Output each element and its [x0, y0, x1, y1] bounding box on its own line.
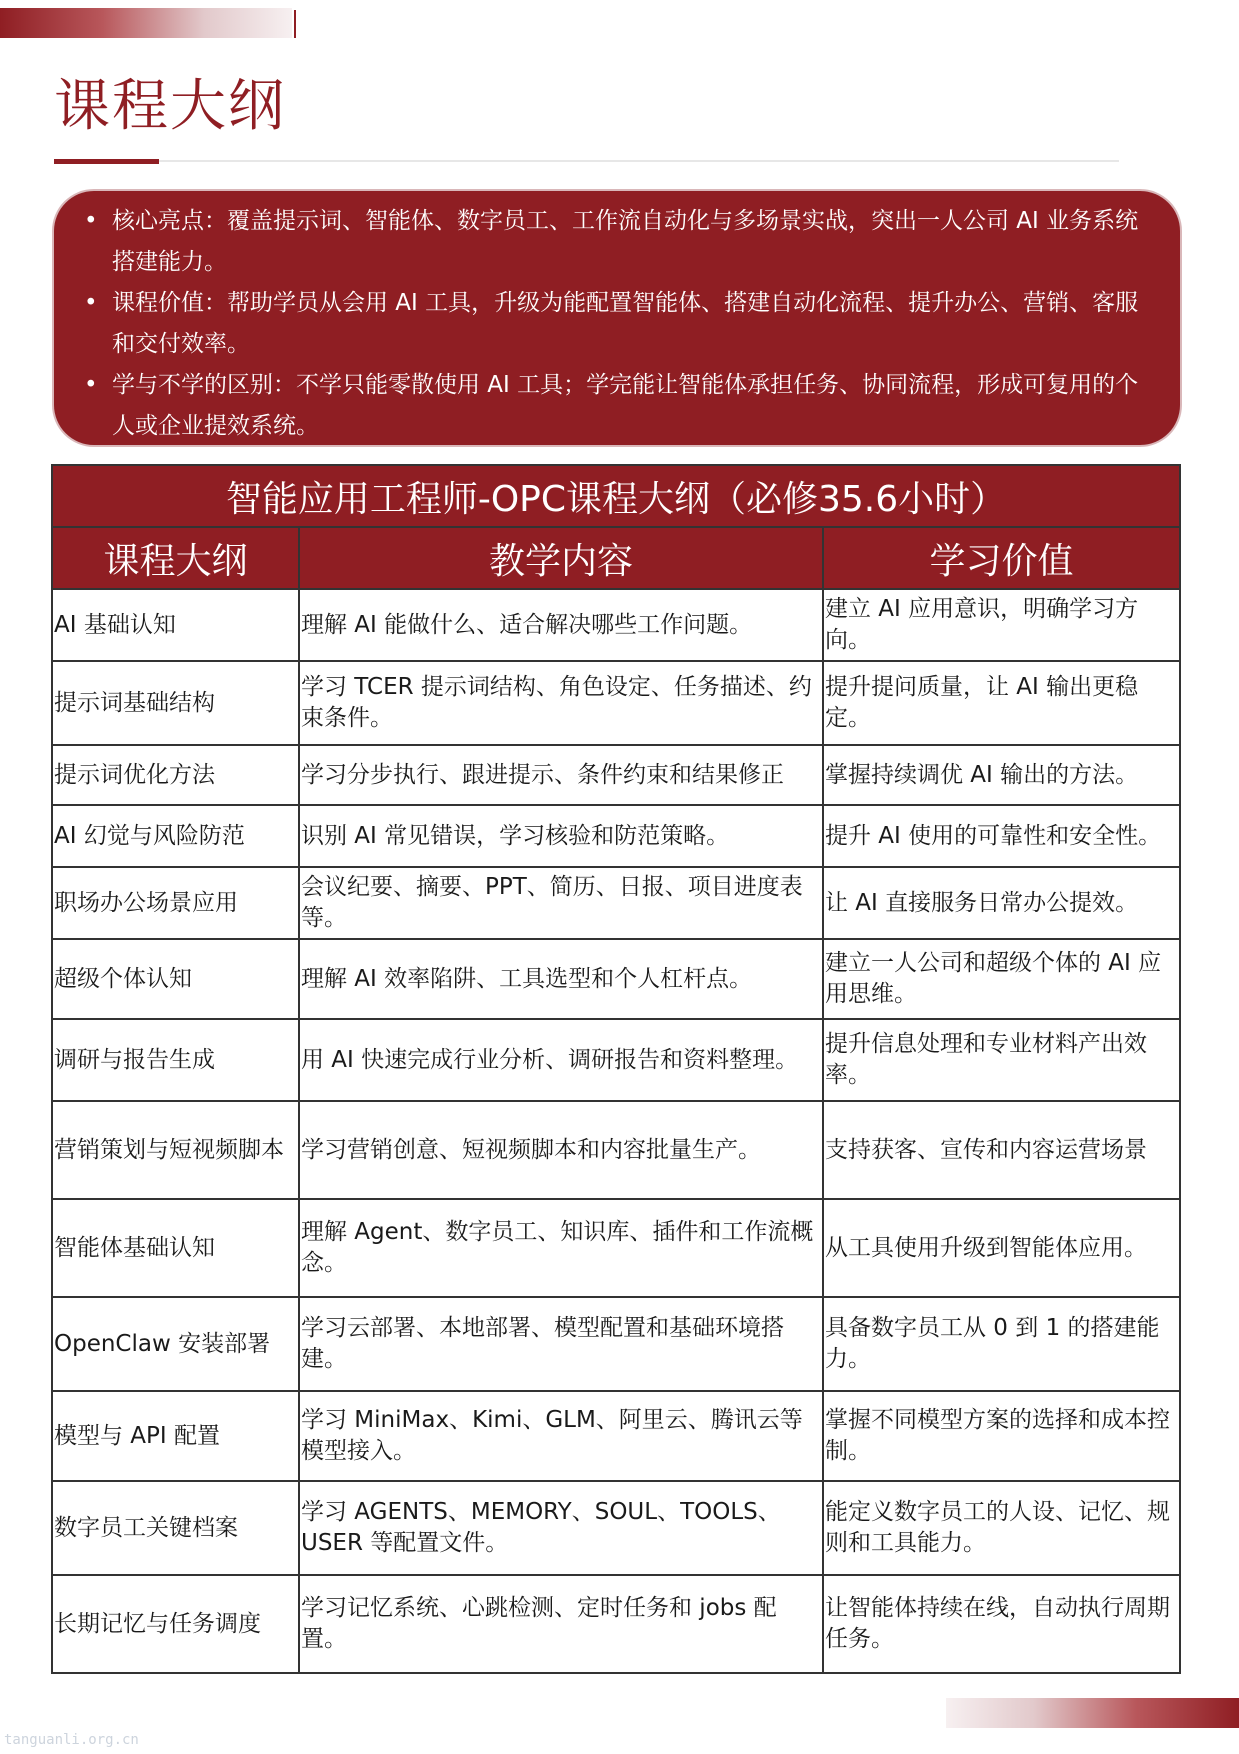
cell-outline: 模型与 API 配置: [52, 1391, 299, 1481]
cell-value: 提升信息处理和专业材料产出效率。: [823, 1019, 1180, 1101]
highlight-value: • 课程价值：帮助学员从会用 AI 工具，升级为能配置智能体、搭建自动化流程、提升办公、营销、客服和交付效率。: [78, 283, 1146, 365]
cell-value: 让 AI 直接服务日常办公提效。: [823, 867, 1180, 939]
cell-outline: 提示词优化方法: [52, 745, 299, 805]
page-title: 课程大纲: [54, 74, 286, 139]
cell-content: 理解 AI 能做什么、适合解决哪些工作问题。: [299, 589, 823, 661]
cell-content: 学习记忆系统、心跳检测、定时任务和 jobs 配置。: [299, 1575, 823, 1673]
bottom-decor-band: [946, 1698, 1239, 1728]
highlight-difference: • 学与不学的区别：不学只能零散使用 AI 工具；学完能让智能体承担任务、协同流程，形成可复用的个人或企业提效系统。: [78, 365, 1146, 447]
title-divider: [54, 160, 1119, 162]
cell-outline: AI 基础认知: [52, 589, 299, 661]
cell-outline: 职场办公场景应用: [52, 867, 299, 939]
cell-content: 学习云部署、本地部署、模型配置和基础环境搭建。: [299, 1297, 823, 1391]
course-outline-table: [51, 464, 1181, 1674]
cell-value: 提升提问质量，让 AI 输出更稳定。: [823, 661, 1180, 745]
cell-content: 会议纪要、摘要、PPT、简历、日报、项目进度表等。: [299, 867, 823, 939]
cell-outline: AI 幻觉与风险防范: [52, 805, 299, 867]
table-row: [52, 745, 1180, 805]
cell-outline: 长期记忆与任务调度: [52, 1575, 299, 1673]
cell-value: 支持获客、宣传和内容运营场景: [823, 1101, 1180, 1199]
header-value: 学习价值: [823, 527, 1180, 589]
cell-value: 掌握不同模型方案的选择和成本控制。: [823, 1391, 1180, 1481]
table-row: [52, 1019, 1180, 1101]
table-row: [52, 1199, 1180, 1297]
cell-content: 学习分步执行、跟进提示、条件约束和结果修正: [299, 745, 823, 805]
table-row: [52, 805, 1180, 867]
cell-value: 建立一人公司和超级个体的 AI 应用思维。: [823, 939, 1180, 1019]
top-decor-band: [0, 8, 292, 38]
cell-outline: 提示词基础结构: [52, 661, 299, 745]
table-row: [52, 1101, 1180, 1199]
cell-content: 学习 TCER 提示词结构、角色设定、任务描述、约束条件。: [299, 661, 823, 745]
cell-outline: OpenClaw 安装部署: [52, 1297, 299, 1391]
cell-value: 让智能体持续在线，自动执行周期任务。: [823, 1575, 1180, 1673]
cell-content: 识别 AI 常见错误，学习核验和防范策略。: [299, 805, 823, 867]
highlights-list: [78, 201, 1146, 447]
table-row: [52, 589, 1180, 661]
watermark: tanguanli.org.cn: [4, 1732, 139, 1748]
header-content: 教学内容: [299, 527, 823, 589]
cell-value: 具备数字员工从 0 到 1 的搭建能力。: [823, 1297, 1180, 1391]
cell-content: 用 AI 快速完成行业分析、调研报告和资料整理。: [299, 1019, 823, 1101]
table-row: [52, 867, 1180, 939]
highlights-panel: [54, 191, 1180, 445]
cell-outline: 营销策划与短视频脚本: [52, 1101, 299, 1199]
table-row: [52, 1297, 1180, 1391]
cell-value: 提升 AI 使用的可靠性和安全性。: [823, 805, 1180, 867]
table-row: [52, 661, 1180, 745]
cell-value: 从工具使用升级到智能体应用。: [823, 1199, 1180, 1297]
cell-content: 学习营销创意、短视频脚本和内容批量生产。: [299, 1101, 823, 1199]
table-row: [52, 939, 1180, 1019]
cell-outline: 调研与报告生成: [52, 1019, 299, 1101]
header-outline: 课程大纲: [52, 527, 299, 589]
cell-outline: 数字员工关键档案: [52, 1481, 299, 1575]
table-row: [52, 1391, 1180, 1481]
cell-outline: 超级个体认知: [52, 939, 299, 1019]
cell-value: 掌握持续调优 AI 输出的方法。: [823, 745, 1180, 805]
top-decor-tick: [294, 10, 296, 38]
cell-content: 理解 Agent、数字员工、知识库、插件和工作流概念。: [299, 1199, 823, 1297]
title-divider-accent: [54, 159, 159, 164]
cell-outline: 智能体基础认知: [52, 1199, 299, 1297]
cell-value: 建立 AI 应用意识，明确学习方向。: [823, 589, 1180, 661]
table-caption: 智能应用工程师-OPC课程大纲（必修35.6小时）: [52, 465, 1180, 527]
highlight-core: • 核心亮点：覆盖提示词、智能体、数字员工、工作流自动化与多场景实战，突出一人公司 AI 业务系统搭建能力。: [78, 201, 1146, 283]
cell-content: 学习 MiniMax、Kimi、GLM、阿里云、腾讯云等模型接入。: [299, 1391, 823, 1481]
cell-content: 理解 AI 效率陷阱、工具选型和个人杠杆点。: [299, 939, 823, 1019]
cell-value: 能定义数字员工的人设、记忆、规则和工具能力。: [823, 1481, 1180, 1575]
table-row: [52, 1575, 1180, 1673]
cell-content: 学习 AGENTS、MEMORY、SOUL、TOOLS、USER 等配置文件。: [299, 1481, 823, 1575]
table-row: [52, 1481, 1180, 1575]
